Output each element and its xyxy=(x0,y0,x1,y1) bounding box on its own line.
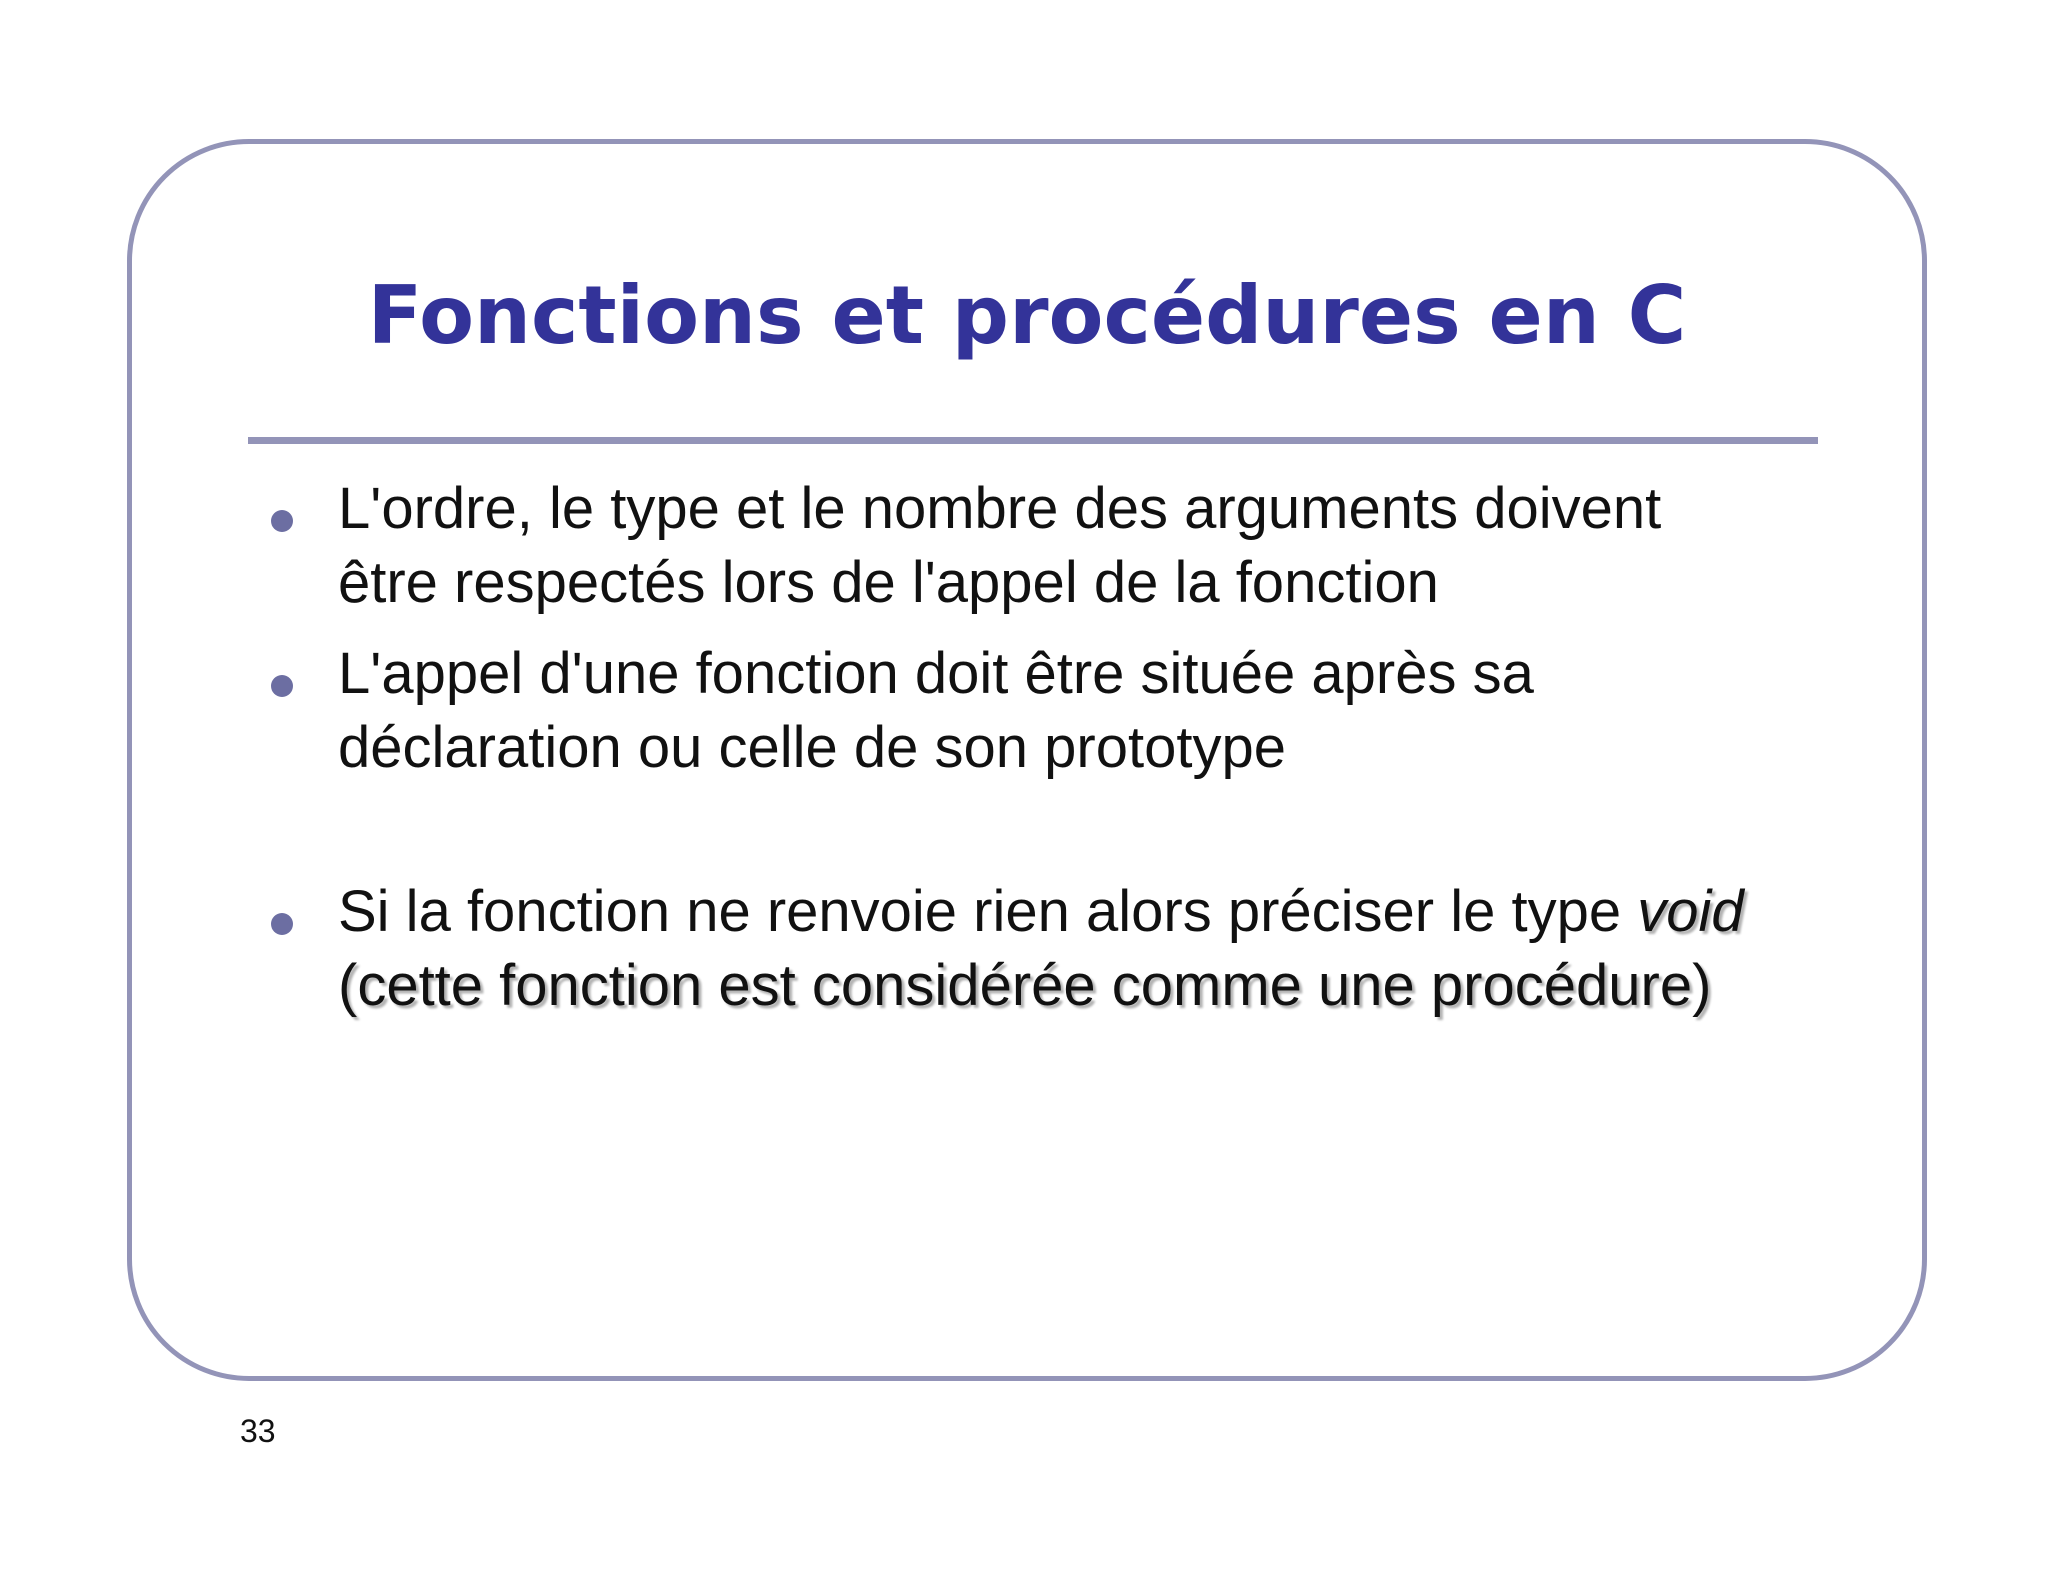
bullet-2-line-1: L'appel d'une fonction doit être située après sa xyxy=(338,641,1534,706)
title-divider xyxy=(248,437,1818,444)
bullet-dot-icon xyxy=(271,510,293,532)
bullet-3-line-1-text: Si la fonction ne renvoie rien alors préciser le type xyxy=(338,879,1638,944)
bullet-1-line-2: être respectés lors de l'appel de la fonction xyxy=(338,550,1439,615)
void-keyword: void xyxy=(1637,879,1744,944)
bullet-1-line-1: L'ordre, le type et le nombre des arguments doivent xyxy=(338,476,1662,541)
bullet-text-2 xyxy=(338,637,1898,785)
bullet-dot-icon xyxy=(271,913,293,935)
bullet-dot-icon xyxy=(271,675,293,697)
bullet-2-line-2: déclaration ou celle de son prototype xyxy=(338,715,1286,780)
bullet-text-3 xyxy=(338,875,1898,1023)
bullet-3-line-1 xyxy=(338,875,1898,949)
page-number: 33 xyxy=(240,1413,276,1449)
bullet-text-1 xyxy=(338,472,1898,620)
slide-title: Fonctions et procédures en C xyxy=(367,269,1687,362)
bullet-3-line-2: (cette fonction est considérée comme une procédure) xyxy=(338,953,1712,1018)
